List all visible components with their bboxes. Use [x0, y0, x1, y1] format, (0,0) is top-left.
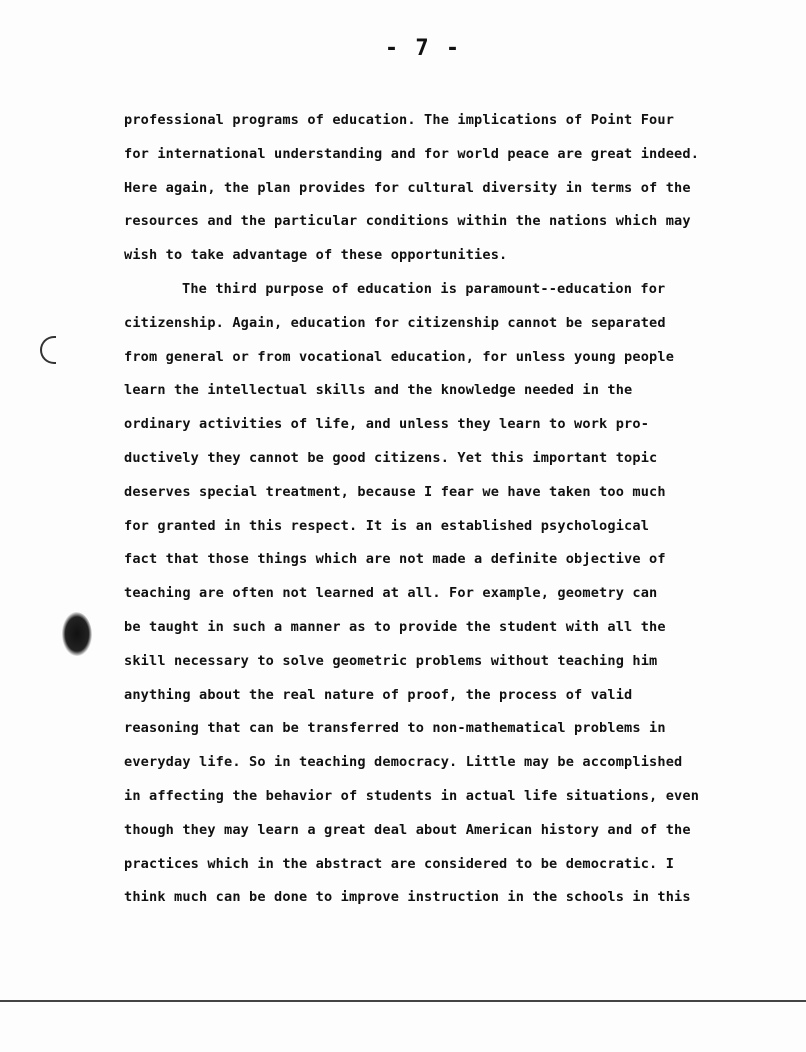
text-line: wish to take advantage of these opportunities.	[124, 247, 508, 264]
punch-hole-mark	[40, 336, 56, 364]
body-text	[124, 104, 734, 915]
text-line: fact that those things which are not made a definite objective of	[124, 551, 666, 568]
text-line: think much can be done to improve instruction in the schools in this	[124, 889, 691, 906]
text-line: everyday life. So in teaching democracy. Little may be accomplished	[124, 754, 683, 771]
text-line: in affecting the behavior of students in actual life situations, even	[124, 787, 700, 804]
text-line: Here again, the plan provides for cultural diversity in terms of the	[124, 179, 691, 196]
text-line: The third purpose of education is paramount--education for	[182, 280, 666, 297]
text-line: from general or from vocational education, for unless young people	[124, 348, 675, 365]
page-number: - 7 -	[384, 36, 462, 61]
text-line: resources and the particular conditions within the nations which may	[124, 213, 691, 230]
text-line: citizenship. Again, education for citizenship cannot be separated	[124, 314, 666, 331]
text-line: teaching are often not learned at all. For example, geometry can	[124, 585, 658, 602]
text-line: professional programs of education. The implications of Point Four	[124, 112, 675, 128]
text-line: learn the intellectual skills and the knowledge needed in the	[124, 382, 633, 399]
text-line: be taught in such a manner as to provide the student with all the	[124, 618, 666, 635]
text-line: skill necessary to solve geometric problems without teaching him	[124, 652, 658, 669]
text-line: anything about the real nature of proof, the process of valid	[124, 686, 633, 703]
text-line: reasoning that can be transferred to non-mathematical problems in	[124, 720, 666, 737]
text-line: deserves special treatment, because I fear we have taken too much	[124, 483, 666, 500]
text-line: for international understanding and for world peace are great indeed.	[124, 145, 700, 162]
page-bottom-edge	[0, 1000, 806, 1002]
text-line: for granted in this respect. It is an established psychological	[124, 517, 650, 534]
text-line: ordinary activities of life, and unless they learn to work pro-	[124, 416, 650, 433]
text-line: ductively they cannot be good citizens. Yet this important topic	[124, 449, 658, 466]
ink-smudge	[62, 612, 92, 656]
text-line: though they may learn a great deal about American history and of the	[124, 821, 691, 838]
text-line: practices which in the abstract are considered to be democratic. I	[124, 855, 675, 872]
